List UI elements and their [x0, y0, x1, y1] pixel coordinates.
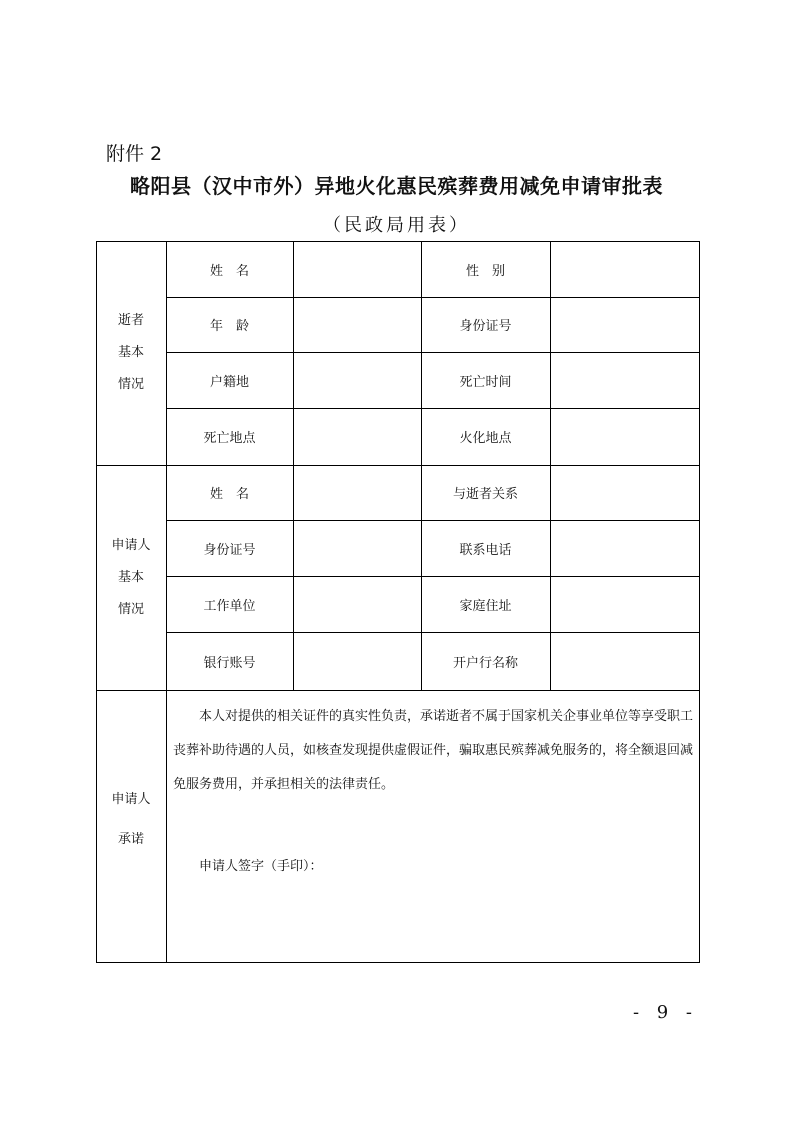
section-label-line: 情况 [117, 601, 144, 617]
field-label-death-place: 死亡地点 [203, 431, 256, 446]
field-label-home-address: 家庭住址 [459, 598, 512, 614]
applicant-bank-name-value[interactable] [551, 632, 700, 690]
attachment-label: 附件 2 [106, 143, 163, 165]
field-label-bank-name: 开户行名称 [452, 655, 518, 671]
deceased-age-value[interactable] [294, 297, 421, 352]
applicant-employer-value[interactable] [294, 576, 421, 632]
deceased-cremation-place-value[interactable] [551, 408, 700, 465]
applicant-relationship-value[interactable] [551, 465, 700, 520]
section-label-line: 基本 [117, 345, 144, 360]
deceased-section-label [96, 241, 166, 465]
field-label-relationship: 与逝者关系 [452, 487, 518, 502]
applicant-bank-account-value[interactable] [294, 632, 421, 690]
applicant-name-value[interactable] [294, 465, 421, 520]
field-label-applicant-name: 姓 名 [209, 487, 249, 502]
applicant-address-value[interactable] [551, 576, 700, 632]
signature-label: 申请人签字（手印）： [199, 859, 323, 874]
section-label-line: 基本 [117, 569, 144, 585]
field-label-id-number: 身份证号 [459, 319, 512, 334]
section-label-line: 承诺 [117, 832, 144, 847]
applicant-id-value[interactable] [294, 520, 421, 576]
form-title: 略阳县（汉中市外）异地火化惠民殡葬费用减免申请审批表 [130, 174, 663, 198]
applicant-section-label [96, 465, 166, 690]
pledge-statement: 本人对提供的相关证件的真实性负责，承诺逝者不属于国家机关企事业单位等享受职工丧葬补助待遇的人员，如核查发现提供虚假证件，骗取惠民殡葬减免服务的，将全额退回减免服务费用，并承担相关的法律责任。 [173, 709, 694, 792]
applicant-phone-value[interactable] [551, 520, 700, 576]
field-label-bank-account: 银行账号 [203, 655, 256, 671]
field-label-cremation-place: 火化地点 [459, 431, 512, 446]
deceased-id-value[interactable] [551, 297, 700, 352]
field-label-applicant-id: 身份证号 [203, 542, 256, 558]
section-label-line: 情况 [117, 377, 144, 392]
page-number: - 9 - [632, 1002, 698, 1023]
deceased-name-value[interactable] [294, 241, 421, 297]
deceased-household-value[interactable] [294, 352, 421, 408]
section-label-line: 逝者 [117, 313, 144, 328]
field-label-name: 姓 名 [209, 263, 249, 279]
field-label-phone: 联系电话 [459, 542, 512, 558]
field-label-employer: 工作单位 [203, 598, 256, 614]
deceased-death-time-value[interactable] [551, 352, 700, 408]
form-subtitle: （民政局用表） [323, 215, 470, 236]
field-label-age: 年 龄 [209, 319, 249, 334]
deceased-death-place-value[interactable] [294, 408, 421, 465]
field-label-death-time: 死亡时间 [459, 374, 512, 390]
section-label-line: 申请人 [111, 537, 151, 553]
deceased-gender-value[interactable] [551, 241, 700, 297]
field-label-household-registration: 户籍地 [209, 374, 249, 390]
field-label-gender: 性 别 [465, 263, 505, 279]
section-label-line: 申请人 [111, 792, 151, 807]
table-hline-section [96, 690, 700, 691]
pledge-section-label [96, 770, 166, 870]
